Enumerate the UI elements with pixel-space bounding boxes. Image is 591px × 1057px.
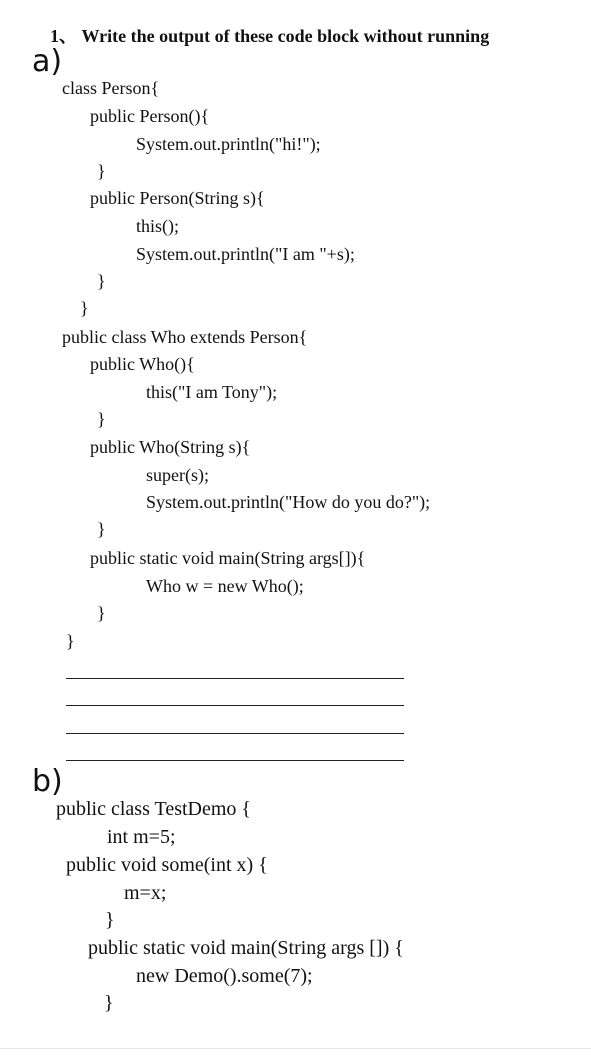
code-line: public Who(String s){ [90, 437, 251, 457]
code-line: Who w = new Who(); [146, 576, 304, 596]
code-line: } [97, 271, 106, 291]
page-bottom-divider [0, 1048, 591, 1049]
code-line: } [105, 909, 115, 931]
code-line: } [66, 631, 75, 651]
code-line: m=x; [124, 882, 167, 904]
code-line: class Person{ [62, 78, 160, 98]
part-a-label: a) [32, 44, 63, 79]
code-line: super(s); [146, 465, 209, 485]
code-line: public static void main(String args[]){ [90, 548, 366, 568]
code-line: public Who(){ [90, 354, 195, 374]
code-line: System.out.println("I am "+s); [136, 244, 355, 264]
code-line: } [97, 161, 106, 181]
answer-line[interactable] [66, 678, 404, 679]
part-b-label: b) [32, 764, 63, 799]
code-line: public Person(String s){ [90, 188, 265, 208]
code-line: } [104, 992, 114, 1014]
code-line: System.out.println("How do you do?"); [146, 492, 431, 512]
answer-line[interactable] [66, 705, 404, 706]
code-line: System.out.println("hi!"); [136, 134, 321, 154]
code-line: public static void main(String args []) { [88, 937, 404, 959]
code-line: public class Who extends Person{ [62, 327, 308, 347]
code-line: } [97, 603, 106, 623]
question-title: 1、 Write the output of these code block without running [50, 26, 490, 46]
code-line: public void some(int x) { [66, 854, 268, 876]
answer-line[interactable] [66, 733, 404, 734]
code-line: this("I am Tony"); [146, 382, 278, 402]
code-line: } [97, 409, 106, 429]
code-line: public class TestDemo { [56, 798, 252, 820]
code-line: int m=5; [107, 826, 176, 848]
code-line: } [97, 519, 106, 539]
code-line: this(); [136, 216, 179, 236]
code-line: public Person(){ [90, 106, 210, 126]
code-line: } [80, 298, 89, 318]
code-line: new Demo().some(7); [136, 965, 313, 987]
answer-line[interactable] [66, 760, 404, 761]
